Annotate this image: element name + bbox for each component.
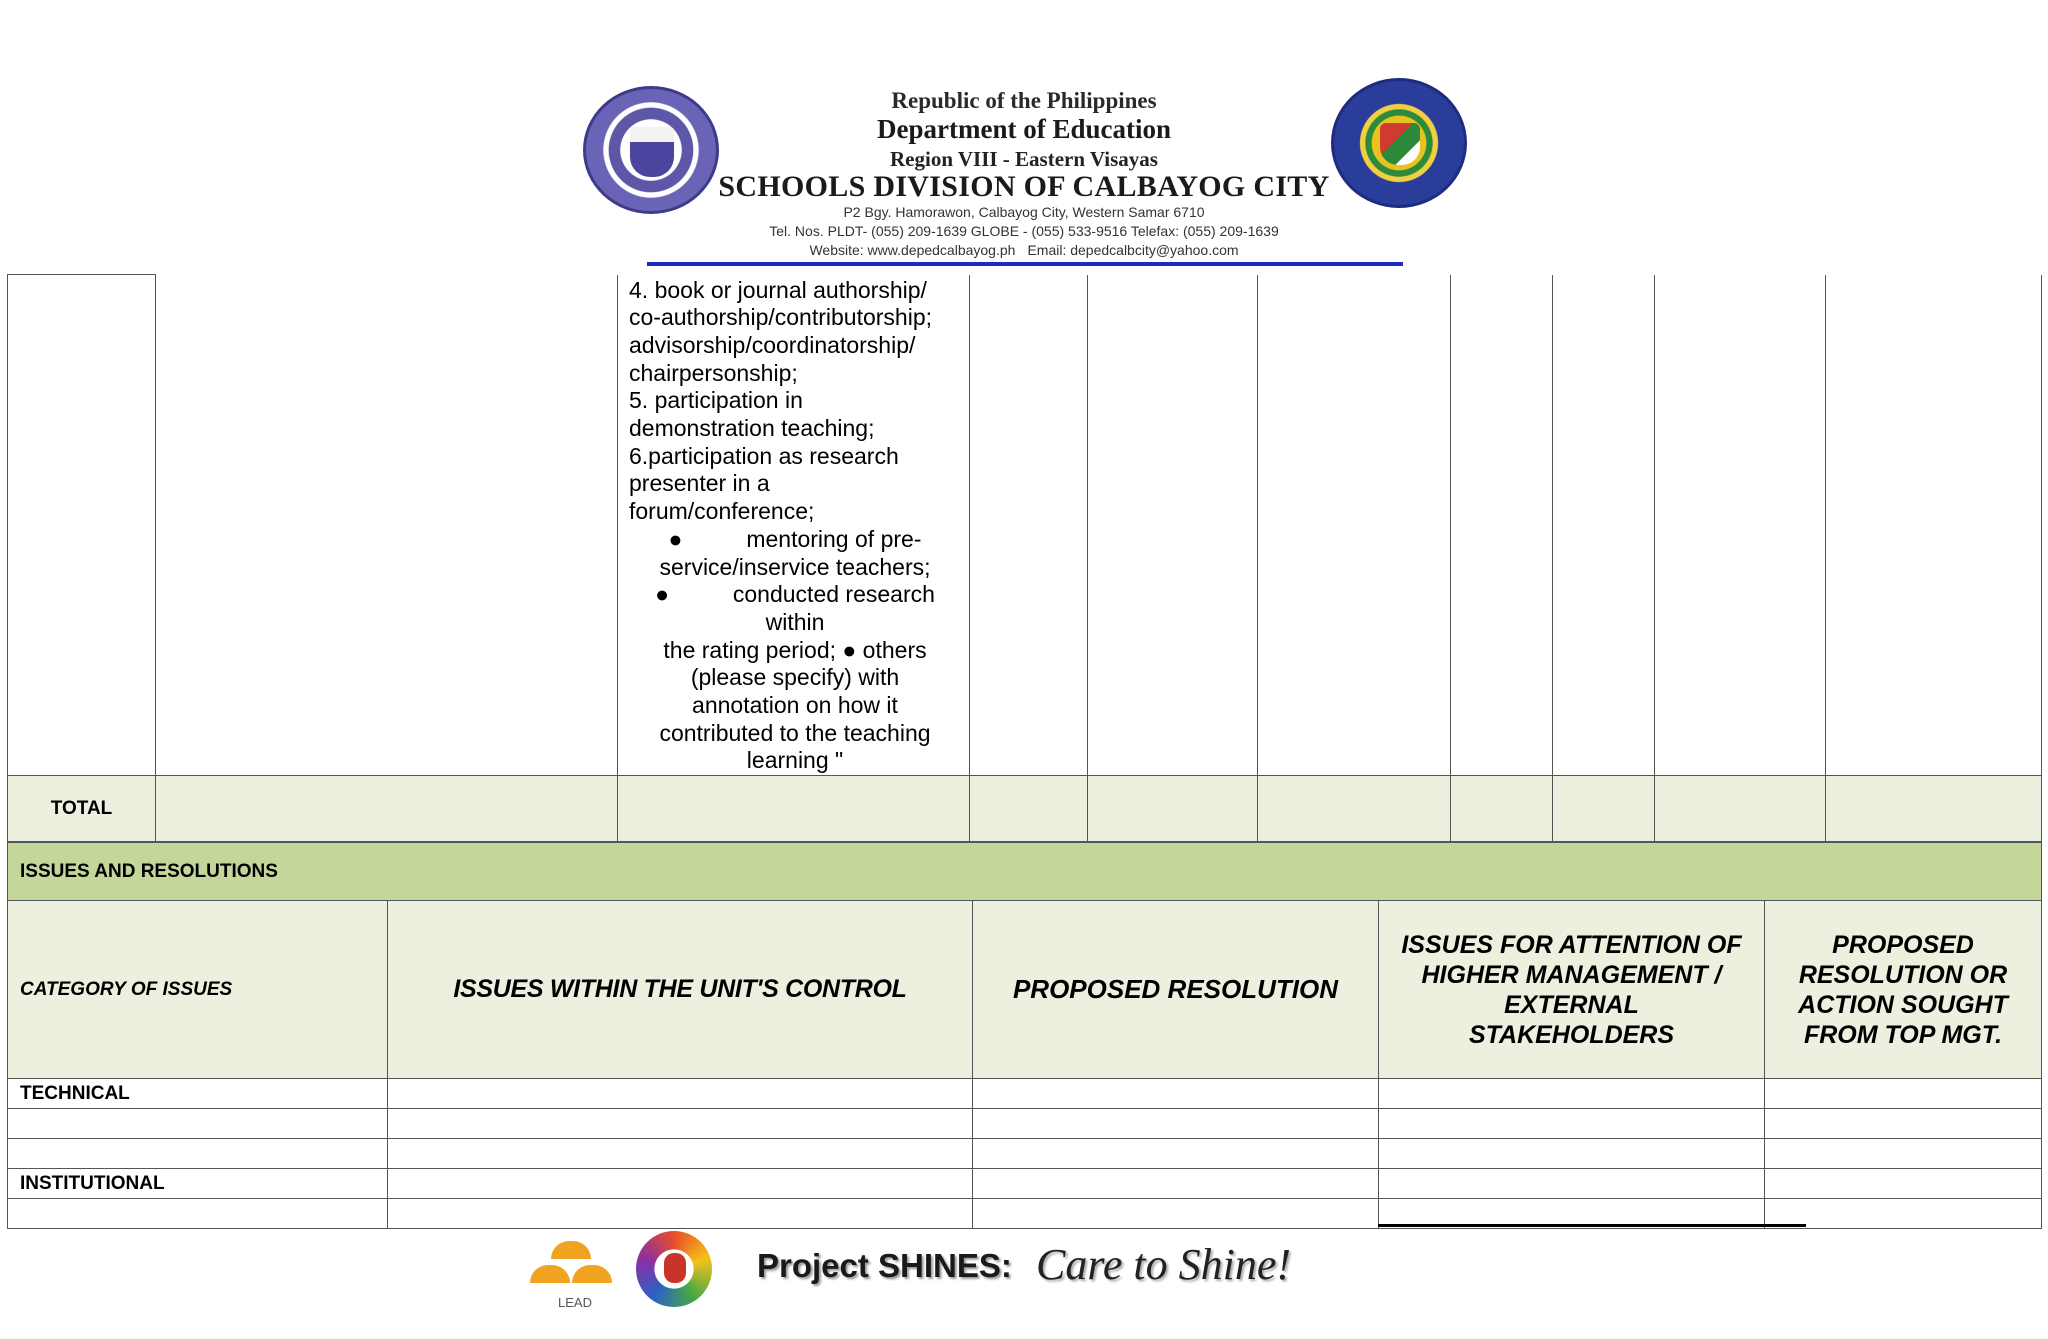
header-proposed-resolution: PROPOSED RESOLUTION [973,901,1379,1079]
issue-cell[interactable] [973,1199,1379,1229]
criteria-line: presenter in a [629,470,770,497]
criteria-bullet-line: service/inservice teachers; [659,553,931,580]
criteria-line: chairpersonship; [629,359,798,386]
shines-ring-logo-icon [636,1231,712,1307]
row-category [8,1199,388,1229]
project-shines-title: Project SHINES: [757,1247,1012,1284]
table-row [8,1079,2042,1109]
header-higher-management [1379,901,1765,1079]
header-web-email [680,242,1368,258]
criteria-text [618,275,969,776]
issue-cell[interactable] [388,1169,973,1199]
criteria-line: 5. participation in [629,387,803,414]
header-line: HIGHER MANAGEMENT / [1421,960,1722,989]
total-cell[interactable] [1088,776,1258,842]
criteria-line: 6.participation as research [629,442,899,469]
criteria-line: advisorship/coordinatorship/ [629,331,916,358]
issue-cell[interactable] [388,1139,973,1169]
table-cell [1826,275,2042,776]
issues-header-row [8,901,2042,1079]
footer [0,1225,2048,1339]
issue-cell[interactable] [1379,1169,1765,1199]
total-row [8,776,2042,842]
header-line: RESOLUTION OR [1798,960,2008,989]
header-line: STAKEHOLDERS [1468,1020,1675,1049]
table-cell [1451,275,1553,776]
total-label: TOTAL [8,776,156,842]
table-cell [970,275,1088,776]
issues-section-title: ISSUES AND RESOLUTIONS [8,843,2042,901]
row-category [8,1109,388,1139]
table-cell [1258,275,1451,776]
criteria-bullet-line: ● conducted research [655,581,935,608]
issue-cell[interactable] [973,1169,1379,1199]
criteria-line: demonstration teaching; [629,415,875,442]
criteria-line: co-authorship/contributorship; [629,304,932,331]
total-cell[interactable] [1655,776,1826,842]
performance-table [7,274,2042,842]
issue-cell[interactable] [388,1109,973,1139]
issue-cell[interactable] [973,1079,1379,1109]
header-line: PROPOSED [1832,930,1974,959]
letterhead [0,0,2048,270]
table-cell [1655,275,1826,776]
issue-cell[interactable] [1765,1169,2042,1199]
table-cell [1088,275,1258,776]
header-line: EXTERNAL [1504,990,1639,1019]
criteria-bullet-line: the rating period; ● others [663,636,927,663]
issue-cell[interactable] [1765,1139,2042,1169]
total-cell[interactable] [1553,776,1655,842]
row-category: INSTITUTIONAL [8,1169,388,1199]
criteria-line: 4. book or journal authorship/ [629,276,927,303]
issue-cell[interactable] [1765,1109,2042,1139]
header-department: Department of Education [877,114,1171,144]
issue-cell[interactable] [388,1079,973,1109]
lead-logo-text: LEAD [558,1295,592,1310]
total-cell[interactable] [970,776,1088,842]
header-within-control: ISSUES WITHIN THE UNIT'S CONTROL [388,901,973,1079]
issue-cell[interactable] [388,1199,973,1229]
issue-cell[interactable] [1379,1139,1765,1169]
header-address: P2 Bgy. Hamorawon, Calbayog City, Western Samar 6710 [843,204,1205,220]
header-top-management [1765,901,2042,1079]
header-rule [647,262,1403,266]
table-row [8,1169,2042,1199]
total-cell[interactable] [156,776,618,842]
header-division: SCHOOLS DIVISION OF CALBAYOG CITY [718,170,1330,203]
issue-cell[interactable] [1765,1079,2042,1109]
table-row [8,1139,2042,1169]
criteria-bullet-line: annotation on how it [692,692,898,719]
criteria-bullet-line: learning " [746,747,844,774]
total-cell[interactable] [1258,776,1451,842]
total-cell[interactable] [1826,776,2042,842]
criteria-cell [618,275,970,776]
table-row [8,275,2042,776]
issue-cell[interactable] [1765,1199,2042,1229]
table-cell [156,275,618,776]
lead-logo-icon [528,1237,614,1317]
header-line: ACTION SOUGHT [1798,990,2008,1019]
row-category [8,1139,388,1169]
total-cell[interactable] [618,776,970,842]
criteria-bullet-line: within [765,608,825,635]
total-cell[interactable] [1451,776,1553,842]
issue-cell[interactable] [1379,1109,1765,1139]
row-category: TECHNICAL [8,1079,388,1109]
header-line: FROM TOP MGT. [1803,1020,2003,1049]
header-email: Email: depedcalbcity@yahoo.com [1027,242,1239,258]
header-phones: Tel. Nos. PLDT- (055) 209-1639 GLOBE - (055) 533-9516 Telefax: (055) 209-1639 [769,223,1279,239]
table-row [8,1109,2042,1139]
table-cell [1553,275,1655,776]
care-to-shine-tagline: Care to Shine! [1036,1240,1291,1289]
issue-cell[interactable] [973,1109,1379,1139]
criteria-bullet-line: ● mentoring of pre- [668,525,922,552]
issues-table [7,842,2042,1229]
header-line: ISSUES FOR ATTENTION OF [1401,930,1742,959]
criteria-bullet-line: (please specify) with [690,664,900,691]
header-category: CATEGORY OF ISSUES [8,901,388,1079]
header-website: Website: www.depedcalbayog.ph [809,242,1016,258]
criteria-bullet-line: contributed to the teaching [659,719,931,746]
issue-cell[interactable] [1379,1079,1765,1109]
criteria-line: forum/conference; [629,498,815,525]
table-cell [8,275,156,776]
header-region: Region VIII - Eastern Visayas [890,147,1158,171]
issue-cell[interactable] [973,1139,1379,1169]
header-republic: Republic of the Philippines [891,88,1157,113]
